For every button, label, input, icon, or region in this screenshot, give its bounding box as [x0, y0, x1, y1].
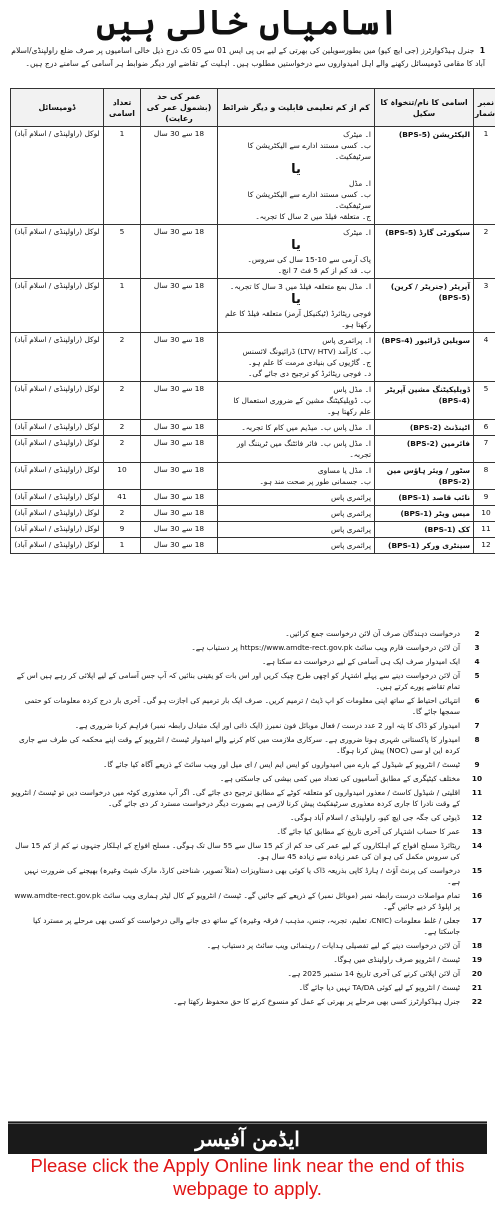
qualification-line: پرائمری پاس: [330, 541, 371, 550]
age-limit: 18 سے 30 سال: [141, 463, 218, 490]
qualification-line: ج۔ متعلقہ فیلڈ میں 2 سال کا تجربہ۔: [255, 212, 371, 221]
note-text: ٹیسٹ / انٹرویو کے لیے کوئی TA/DA نہیں دیا جائے گا۔: [298, 983, 460, 992]
age-limit: 18 سے 30 سال: [141, 490, 218, 506]
qualification-line: د۔ فوجی ریٹائرڈ کو ترجیح دی جائے گی۔: [247, 369, 371, 378]
note-item: [10, 656, 486, 667]
note-number: 14: [471, 841, 483, 850]
note-text: ایک امیدوار صرف ایک ہی آسامی کے لیے درخواست دے سکتا ہے۔: [262, 657, 460, 666]
note-item: [10, 840, 486, 862]
post-count: 1: [104, 279, 141, 333]
note-text: جعلی / غلط معلومات (CNIC، تعلیم، تجربہ، جنس، مذہب / فرقہ وغیرہ) کے ساتھ دی جانے والی درخواست کو کسی بھی مرحلے پر مسترد کیا جاسکتا ہے۔: [33, 916, 460, 936]
qualification-line: یا: [291, 292, 301, 307]
note-text: تمام مواصلات درست رابطہ نمبر (موبائل نمبر) کے ذریعے کیے جائیں گے۔ ٹیسٹ / انٹرویو کے کال لیٹر ہماری ویب سائٹ www.amdte-rect.gov.pk پر اپلوڈ کر دیے جائیں گے۔: [14, 891, 460, 911]
header-no: نمبر شمار: [474, 89, 495, 127]
post-count: 41: [104, 490, 141, 506]
post-name-text: میس ویٹر (BPS-1): [400, 509, 470, 518]
age-limit: 18 سے 30 سال: [141, 279, 218, 333]
row-number: 9: [474, 490, 495, 506]
post-count: 2: [104, 382, 141, 420]
table-row: [11, 436, 495, 463]
post-name: [375, 127, 474, 225]
note-item: [10, 954, 486, 965]
post-count: 2: [104, 333, 141, 382]
qualification: [218, 382, 375, 420]
post-name-text: اٹینڈنٹ (BPS-2): [409, 423, 470, 432]
headline-text: اسامیاں خالی ہیں: [96, 2, 399, 43]
qualification-line: ب۔ قد کم از کم 5 فٹ 7 انچ۔: [277, 266, 371, 275]
qualification: [218, 420, 375, 436]
note-number: 7: [474, 721, 480, 730]
domicile: لوکل (راولپنڈی / اسلام آباد): [11, 382, 104, 420]
post-name-text: نائب قاصد (BPS-1): [398, 493, 470, 502]
intro-text: جنرل ہیڈکوارٹرز (جی ایچ کیو) میں بطورسویلین کی بھرتی کے لیے بی پی ایس 01 سے 05 تک درج ذیل خالی اسامیوں پر صرف ضلع راولپنڈی/اسلام آباد کا مقامی ڈومیسائل رکھنے والے اہل امیدواروں سے درخواستیں مطلوب ہیں۔ اہلیت کے تقاضے اور دیگر ضوابط ہر آسامی کے سامنے درج ہیں۔: [11, 46, 485, 68]
row-number: 7: [474, 436, 495, 463]
note-item: [10, 826, 486, 837]
row-number: 8: [474, 463, 495, 490]
domicile: لوکل (راولپنڈی / اسلام آباد): [11, 420, 104, 436]
table-row: [11, 279, 495, 333]
intro-paragraph: [10, 44, 485, 70]
note-number: 21: [471, 983, 483, 992]
age-limit: 18 سے 30 سال: [141, 436, 218, 463]
note-number: 5: [474, 671, 480, 680]
table-row: [11, 490, 495, 506]
qualification-line: ب۔ ڈوپلیکیٹنگ مشین کے ضروری استعمال کا علم رکھتا ہو۔: [233, 396, 371, 416]
row-number: 6: [474, 420, 495, 436]
domicile: لوکل (راولپنڈی / اسلام آباد): [11, 506, 104, 522]
post-name-text: سٹور / ویئر ہاؤس مین (BPS-2): [386, 466, 470, 486]
row-number: 11: [474, 522, 495, 538]
note-text: اقلیتی / شیڈول کاسٹ / معذور امیدواروں کو متعلقہ کوٹے کے مطابق ترجیح دی جائے گی۔ اگر آپ معذوری کوٹہ میں درخواست دیں تو ٹیسٹ / انٹرویو کے وقت نادرا کا جاری کردہ معذوری سرٹیفکیٹ پیش کرنا لازمی ہے بصورت دیگر درخواست مسترد کر دی جائے گی۔: [11, 788, 460, 808]
note-text: ریٹائرڈ مسلح افواج کے اہلکاروں کے لیے عمر کی حد کم از کم 15 سال سے 55 سال تک ہوگی۔ مسلح افواج کے اہلکار جنہوں نے کم از کم 15 سال کی سروس مکمل کی ہو ان کی عمر زیادہ سے زیادہ 45 سال ہو۔: [15, 841, 460, 861]
note-text: امیدوار کو ڈاک کا پتہ اور 2 عدد درست / فعال موبائل فون نمبرز (ایک ذاتی اور ایک متبادل رابطہ نمبر) فراہم کرنا ضروری ہے۔: [74, 721, 460, 730]
post-name: [375, 279, 474, 333]
headline-banner: [8, 3, 487, 41]
note-item: [10, 759, 486, 770]
qualification-line: فوجی ریٹائرڈ (ٹیکنیکل آرمز) متعلقہ فیلڈ کا علم رکھتا ہو۔: [225, 309, 371, 329]
age-limit: 18 سے 30 سال: [141, 420, 218, 436]
age-limit: 18 سے 30 سال: [141, 127, 218, 225]
intro-number: 1: [479, 46, 485, 55]
domicile: لوکل (راولپنڈی / اسلام آباد): [11, 279, 104, 333]
post-count: 1: [104, 538, 141, 554]
age-limit: 18 سے 30 سال: [141, 506, 218, 522]
note-number: 10: [471, 774, 483, 783]
post-name: [375, 506, 474, 522]
age-limit: 18 سے 30 سال: [141, 333, 218, 382]
note-text: آن لائن اپلائی کرنے کی آخری تاریخ 14 ستمبر 2025 ہے۔: [287, 969, 460, 978]
post-name-text: فائرمین (BPS-2): [406, 439, 470, 448]
row-number: 5: [474, 382, 495, 420]
note-number: 18: [471, 941, 483, 950]
qualification-line: ا۔ مڈل یا مساوی: [317, 466, 371, 475]
qualification-line: ا۔ پرائمری پاس: [322, 336, 371, 345]
table-row: [11, 225, 495, 279]
note-item: [10, 787, 486, 809]
table-row: [11, 463, 495, 490]
note-text: عمر کا حساب اشتہار کی آخری تاریخ کے مطابق کیا جائے گا۔: [276, 827, 460, 836]
note-number: 4: [474, 657, 480, 666]
row-number: 12: [474, 538, 495, 554]
post-count: 10: [104, 463, 141, 490]
post-name: [375, 382, 474, 420]
note-number: 6: [474, 696, 480, 705]
age-limit: 18 سے 30 سال: [141, 225, 218, 279]
note-number: 17: [471, 916, 483, 925]
table-header-row: [11, 89, 495, 127]
qualification: [218, 333, 375, 382]
qualification: [218, 522, 375, 538]
note-text: درخواست کی پرنٹ آؤٹ / ہارڈ کاپی بذریعہ ڈاک یا کوئی بھی دستاویزات (مثلاً تصویر، شناختی کارڈ، مارک شیٹ وغیرہ) بھیجنے کی ضرورت نہیں ہے۔: [24, 866, 460, 886]
table-row: [11, 333, 495, 382]
qualification-line: ب۔ کسی مستند ادارے سے الیکٹریشن کا سرٹیفکیٹ۔: [247, 141, 371, 161]
note-text: امیدوار کا پاکستانی شہری ہونا ضروری ہے۔ سرکاری ملازمت میں کام کرنے والے امیدوار ٹیسٹ / انٹرویو کے وقت اپنے محکمہ کی طرف سے جاری کردہ این او سی (NOC) پیش کرنا ہوگا۔: [18, 735, 460, 755]
vacancies-table: [10, 88, 495, 554]
note-text: آن لائن درخواست دینے سے پہلے اشتہار کو اچھی طرح چیک کریں اور اس بات کو یقینی بنائیں کہ آپ جس آسامی کے لیے اپلائی کر رہے ہیں اس کے تمام تقاضے پورے کرتے ہیں۔: [16, 671, 460, 691]
note-item: [10, 670, 486, 692]
note-item: [10, 940, 486, 951]
note-number: 3: [474, 643, 480, 652]
post-name-text: سیکورٹی گارڈ (BPS-5): [385, 228, 470, 237]
age-limit: 18 سے 30 سال: [141, 382, 218, 420]
qualification: [218, 225, 375, 279]
note-text: انتہائی احتیاط کے ساتھ اپنی معلومات کو اپ ڈیٹ / ترمیم کریں۔ صرف ایک بار ترمیم کی اجازت ہو گی۔ آخری بار درج کردہ معلومات کو حتمی سمجھا جائے گا۔: [24, 696, 460, 716]
qualification-line: پرائمری پاس: [330, 525, 371, 534]
table-row: [11, 506, 495, 522]
post-name-text: سینٹری ورکر (BPS-1): [388, 541, 470, 550]
qualification-line: ا۔ مڈل بمع متعلقہ فیلڈ میں 3 سال کا تجربہ۔: [229, 282, 371, 291]
post-name: [375, 538, 474, 554]
table-row: [11, 127, 495, 225]
note-number: 15: [471, 866, 483, 875]
qualification: [218, 127, 375, 225]
qualification-line: ب۔ کسی مستند ادارے سے الیکٹریشن کا سرٹیفکیٹ۔: [247, 190, 371, 210]
domicile: لوکل (راولپنڈی / اسلام آباد): [11, 522, 104, 538]
qualification-line: ا۔ مڈل: [349, 179, 371, 188]
table-row: [11, 420, 495, 436]
note-item: [10, 773, 486, 784]
signature-bar: [8, 1121, 487, 1154]
post-name: [375, 436, 474, 463]
note-number: 12: [471, 813, 483, 822]
header-post: اسامی کا نام/تنخواہ کا سکیل: [375, 89, 474, 127]
domicile: لوکل (راولپنڈی / اسلام آباد): [11, 463, 104, 490]
note-item: [10, 982, 486, 993]
domicile: لوکل (راولپنڈی / اسلام آباد): [11, 538, 104, 554]
note-number: 16: [471, 891, 483, 900]
post-name-text: سویلین ڈرائیور (BPS-4): [381, 336, 470, 345]
qualification: [218, 538, 375, 554]
qualification: [218, 463, 375, 490]
note-text: ڈیوٹی کی جگہ جی ایچ کیو، راولپنڈی / اسلام آباد ہوگی۔: [289, 813, 460, 822]
note-number: 2: [474, 629, 480, 638]
note-text: آن لائن درخواست فارم ویب سائٹ https://www.amdte-rect.gov.pk پر دستیاب ہے۔: [191, 643, 460, 652]
qualification-line: ا۔ مڈل پاس ب۔ میڈیم میں کام کا تجربہ۔: [241, 423, 371, 432]
post-name: [375, 225, 474, 279]
qualification: [218, 506, 375, 522]
qualification-line: ا۔ میٹرک: [343, 130, 371, 139]
post-count: 2: [104, 436, 141, 463]
note-item: [10, 642, 486, 653]
qualification: [218, 279, 375, 333]
header-domicile: ڈومیسائل: [11, 89, 104, 127]
post-count: 5: [104, 225, 141, 279]
note-number: 9: [474, 760, 480, 769]
row-number: 10: [474, 506, 495, 522]
post-count: 1: [104, 127, 141, 225]
table-row: [11, 538, 495, 554]
note-item: [10, 996, 486, 1007]
signature-title: ایڈمن آفیسر: [195, 1127, 300, 1151]
note-number: 19: [471, 955, 483, 964]
domicile: لوکل (راولپنڈی / اسلام آباد): [11, 333, 104, 382]
qualification-line: پاک آرمی سے 10-15 سال کی سروس۔: [247, 255, 371, 264]
note-text: درخواست دہندگان صرف آن لائن درخواست جمع کرائیں۔: [285, 629, 460, 638]
age-limit: 18 سے 30 سال: [141, 538, 218, 554]
table-row: [11, 522, 495, 538]
post-count: 9: [104, 522, 141, 538]
note-text: مختلف کیٹیگری کے مطابق آسامیوں کی تعداد میں کمی بیشی کی جاسکتی ہے۔: [219, 774, 460, 783]
qualification-line: پرائمری پاس: [330, 493, 371, 502]
post-count: 2: [104, 506, 141, 522]
row-number: 3: [474, 279, 495, 333]
qualification-line: ب۔ کارآمد (LTV/ HTV) ڈرائیونگ لائسنس: [242, 347, 371, 356]
note-item: [10, 812, 486, 823]
note-number: 22: [471, 997, 483, 1006]
note-text: آن لائن درخواست دینے کے لیے تفصیلی ہدایات / رہنمائی ویب سائٹ پر دستیاب ہے۔: [206, 941, 460, 950]
post-name-text: آپریٹر (جنریٹر / کرین) (BPS-5): [390, 282, 470, 302]
row-number: 1: [474, 127, 495, 225]
note-item: [10, 734, 486, 756]
note-item: [10, 968, 486, 979]
post-name: [375, 333, 474, 382]
note-text: ٹیسٹ / انٹرویو کے شیڈول کے بارے میں امیدواروں کو ایس ایم ایس / ای میل اور ویب سائٹ کے ذریعے آگاہ کیا جائے گا۔: [102, 760, 460, 769]
row-number: 4: [474, 333, 495, 382]
note-text: ٹیسٹ / انٹرویو صرف راولپنڈی میں ہوگا۔: [333, 955, 460, 964]
note-number: 20: [471, 969, 483, 978]
qualification-line: یا: [291, 238, 301, 253]
domicile: لوکل (راولپنڈی / اسلام آباد): [11, 225, 104, 279]
qualification-line: ج۔ گاڑیوں کی بنیادی مرمت کا علم ہو۔: [248, 358, 371, 367]
note-item: [10, 720, 486, 731]
post-name-text: کک (BPS-1): [424, 525, 470, 534]
post-count: 2: [104, 420, 141, 436]
note-text: جنرل ہیڈکوارٹرز کسی بھی مرحلے پر بھرتی کے عمل کو منسوخ کرنے کا حق محفوظ رکھتا ہے۔: [173, 997, 460, 1006]
apply-instruction: Please click the Apply Online link near the end of this webpage to apply.: [30, 1155, 465, 1199]
domicile: لوکل (راولپنڈی / اسلام آباد): [11, 436, 104, 463]
header-age: عمر کی حد (بشمول عمر کی رعایت): [141, 89, 218, 127]
post-name: [375, 463, 474, 490]
domicile: لوکل (راولپنڈی / اسلام آباد): [11, 127, 104, 225]
post-name-text: ڈوپلیکیٹنگ مشین آپریٹر (BPS-4): [385, 385, 470, 405]
note-item: [10, 628, 486, 639]
notes-list: [10, 628, 486, 1010]
note-number: 11: [471, 788, 483, 797]
note-number: 8: [474, 735, 480, 744]
note-item: [10, 915, 486, 937]
note-number: 13: [471, 827, 483, 836]
qualification: [218, 490, 375, 506]
table-row: [11, 382, 495, 420]
qualification-line: یا: [291, 162, 301, 177]
post-name: [375, 522, 474, 538]
qualification-line: ا۔ میٹرک: [343, 228, 371, 237]
post-name: [375, 420, 474, 436]
domicile: لوکل (راولپنڈی / اسلام آباد): [11, 490, 104, 506]
row-number: 2: [474, 225, 495, 279]
qualification-line: ا۔ مڈل پاس: [333, 385, 371, 394]
post-name: [375, 490, 474, 506]
age-limit: 18 سے 30 سال: [141, 522, 218, 538]
note-item: [10, 695, 486, 717]
post-name-text: الیکٹریشن (BPS-5): [398, 130, 470, 139]
note-item: [10, 865, 486, 887]
qualification-line: پرائمری پاس: [330, 509, 371, 518]
qualification-line: ب۔ جسمانی طور پر صحت مند ہو۔: [259, 477, 371, 486]
header-count: تعداد اسامی: [104, 89, 141, 127]
qualification: [218, 436, 375, 463]
note-item: [10, 890, 486, 912]
table-body: [11, 127, 495, 554]
qualification-line: ا۔ مڈل پاس ب۔ فائر فائٹنگ میں ٹریننگ اور تجربہ۔: [236, 439, 371, 459]
header-qualification: کم از کم تعلیمی قابلیت و دیگر شرائط: [218, 89, 375, 127]
